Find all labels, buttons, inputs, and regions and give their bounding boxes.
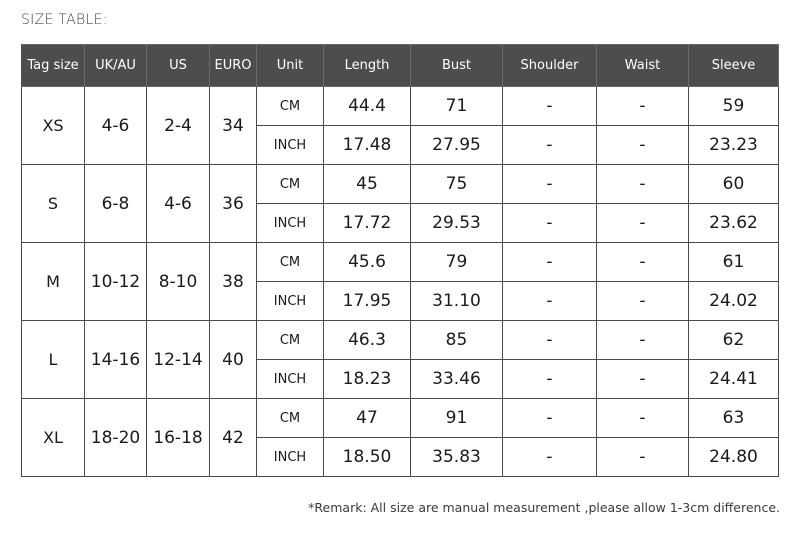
waist-cell: - [597, 243, 689, 282]
shoulder-cell: - [503, 165, 597, 204]
bust-cell: 85 [411, 321, 503, 360]
waist-cell: - [597, 360, 689, 399]
us-cell: 2-4 [147, 87, 210, 165]
shoulder-cell: - [503, 399, 597, 438]
uk-au-cell: 10-12 [85, 243, 147, 321]
us-cell: 4-6 [147, 165, 210, 243]
sleeve-cell: 61 [689, 243, 779, 282]
unit-cell: CM [257, 399, 324, 438]
shoulder-cell: - [503, 360, 597, 399]
header-bust: Bust [411, 45, 503, 87]
sleeve-cell: 60 [689, 165, 779, 204]
uk-au-cell: 14-16 [85, 321, 147, 399]
length-cell: 17.72 [324, 204, 411, 243]
unit-cell: CM [257, 165, 324, 204]
length-cell: 44.4 [324, 87, 411, 126]
header-row [22, 45, 779, 87]
header-length: Length [324, 45, 411, 87]
table-row [22, 321, 779, 360]
sleeve-cell: 63 [689, 399, 779, 438]
tag-size-cell: L [22, 321, 85, 399]
table-row [22, 399, 779, 438]
header-waist: Waist [597, 45, 689, 87]
table-row [22, 165, 779, 204]
bust-cell: 75 [411, 165, 503, 204]
waist-cell: - [597, 321, 689, 360]
bust-cell: 91 [411, 399, 503, 438]
sleeve-cell: 24.41 [689, 360, 779, 399]
sleeve-cell: 23.62 [689, 204, 779, 243]
bust-cell: 79 [411, 243, 503, 282]
euro-cell: 42 [210, 399, 257, 477]
waist-cell: - [597, 126, 689, 165]
us-cell: 8-10 [147, 243, 210, 321]
shoulder-cell: - [503, 204, 597, 243]
shoulder-cell: - [503, 126, 597, 165]
tag-size-cell: S [22, 165, 85, 243]
shoulder-cell: - [503, 438, 597, 477]
waist-cell: - [597, 165, 689, 204]
uk-au-cell: 4-6 [85, 87, 147, 165]
header-tag-size: Tag size [22, 45, 85, 87]
tag-size-cell: XL [22, 399, 85, 477]
bust-cell: 71 [411, 87, 503, 126]
shoulder-cell: - [503, 87, 597, 126]
table-row [22, 87, 779, 126]
unit-cell: INCH [257, 204, 324, 243]
shoulder-cell: - [503, 321, 597, 360]
tag-size-cell: M [22, 243, 85, 321]
header-uk-au: UK/AU [85, 45, 147, 87]
unit-cell: CM [257, 87, 324, 126]
shoulder-cell: - [503, 243, 597, 282]
length-cell: 47 [324, 399, 411, 438]
unit-cell: INCH [257, 282, 324, 321]
bust-cell: 33.46 [411, 360, 503, 399]
header-us: US [147, 45, 210, 87]
unit-cell: INCH [257, 360, 324, 399]
waist-cell: - [597, 438, 689, 477]
table-row [22, 243, 779, 282]
euro-cell: 40 [210, 321, 257, 399]
length-cell: 45.6 [324, 243, 411, 282]
uk-au-cell: 18-20 [85, 399, 147, 477]
length-cell: 17.48 [324, 126, 411, 165]
length-cell: 46.3 [324, 321, 411, 360]
header-shoulder: Shoulder [503, 45, 597, 87]
bust-cell: 27.95 [411, 126, 503, 165]
sleeve-cell: 62 [689, 321, 779, 360]
header-euro: EURO [210, 45, 257, 87]
remark-note: *Remark: All size are manual measurement ,please allow 1-3cm difference. [308, 500, 780, 515]
page-title: SIZE TABLE: [21, 12, 108, 28]
size-table [21, 44, 779, 477]
length-cell: 45 [324, 165, 411, 204]
sleeve-cell: 24.80 [689, 438, 779, 477]
shoulder-cell: - [503, 282, 597, 321]
euro-cell: 36 [210, 165, 257, 243]
bust-cell: 35.83 [411, 438, 503, 477]
unit-cell: CM [257, 243, 324, 282]
tag-size-cell: XS [22, 87, 85, 165]
unit-cell: CM [257, 321, 324, 360]
header-unit: Unit [257, 45, 324, 87]
length-cell: 18.23 [324, 360, 411, 399]
bust-cell: 31.10 [411, 282, 503, 321]
waist-cell: - [597, 87, 689, 126]
euro-cell: 34 [210, 87, 257, 165]
us-cell: 16-18 [147, 399, 210, 477]
waist-cell: - [597, 204, 689, 243]
euro-cell: 38 [210, 243, 257, 321]
waist-cell: - [597, 399, 689, 438]
header-sleeve: Sleeve [689, 45, 779, 87]
sleeve-cell: 24.02 [689, 282, 779, 321]
length-cell: 17.95 [324, 282, 411, 321]
waist-cell: - [597, 282, 689, 321]
sleeve-cell: 23.23 [689, 126, 779, 165]
sleeve-cell: 59 [689, 87, 779, 126]
us-cell: 12-14 [147, 321, 210, 399]
length-cell: 18.50 [324, 438, 411, 477]
unit-cell: INCH [257, 438, 324, 477]
bust-cell: 29.53 [411, 204, 503, 243]
uk-au-cell: 6-8 [85, 165, 147, 243]
unit-cell: INCH [257, 126, 324, 165]
